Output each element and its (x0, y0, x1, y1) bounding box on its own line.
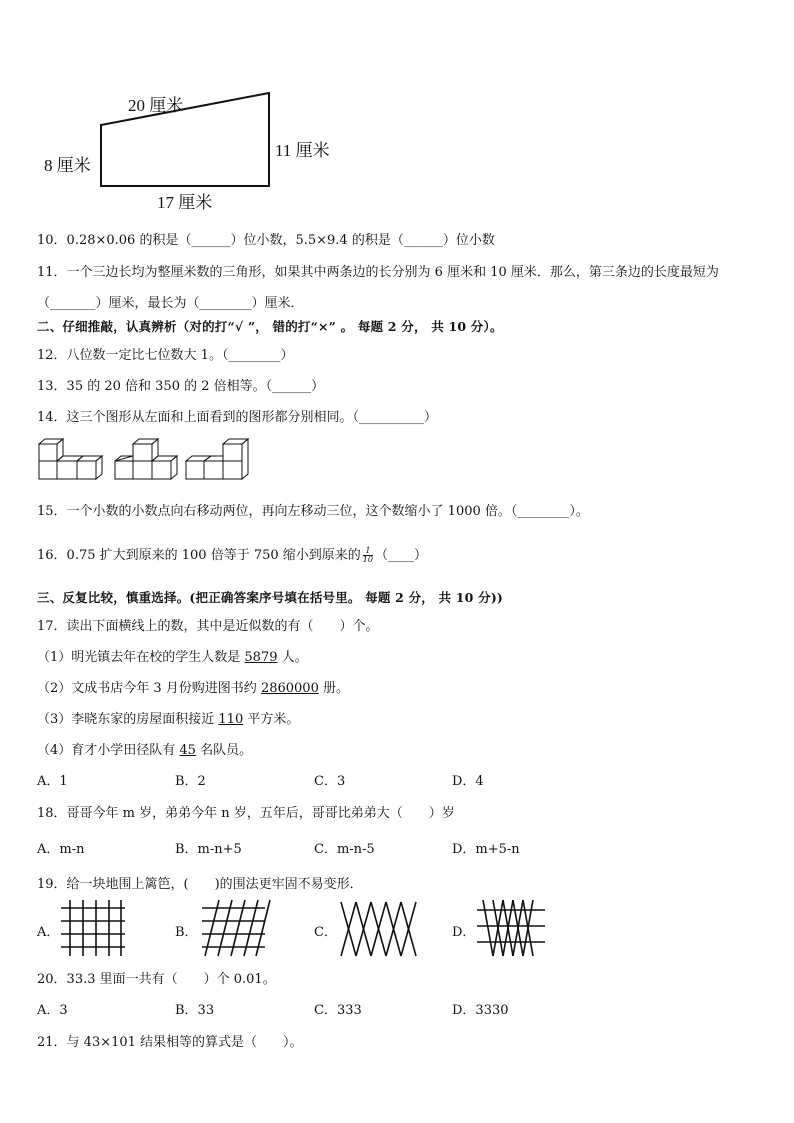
q18-option-d[interactable]: D．m+5-n (452, 842, 520, 857)
section-2-heading: 二、仔细推敲，认真辨析（对的打“√ ”， 错的打“×” 。 每题 2 分， 共 10 分）。 (37, 319, 503, 334)
item-text: 平方米。 (243, 712, 300, 727)
item-text: 册。 (318, 681, 349, 696)
underlined-number: 110 (218, 712, 244, 727)
item-text: 名队员。 (195, 743, 253, 758)
trapezoid-figure (0, 0, 794, 215)
question-17-item-1 (37, 646, 308, 665)
figure-left-label: 8 厘米 (44, 156, 91, 175)
q18-option-a[interactable]: A．m-n (37, 842, 85, 857)
question-19: 19．给一块地围上篱笆，( )的围法更牢固不易变形． (37, 877, 363, 892)
q19-option-d[interactable]: D． (452, 925, 476, 940)
question-11-line1: 11．一个三边长均为整厘米数的三角形，如果其中两条边的长分别为 6 厘米和 10 厘米．那么，第三条边的长度最短为 (37, 265, 719, 280)
fraction-numerator: 1 (363, 547, 373, 556)
underlined-number: 45 (179, 743, 196, 758)
question-13: 13．35 的 20 倍和 350 的 2 倍相等。（______） (37, 379, 325, 394)
question-17: 17．读出下面横线上的数，其中是近似数的有（ ）个。 (37, 619, 379, 634)
question-10: 10．0.28×0.06 的积是（______）位小数，5.5×9.4 的积是（______）位小数 (37, 233, 495, 248)
item-text: （1）明光镇去年在校的学生人数是 (37, 650, 245, 665)
question-12: 12．八位数一定比七位数大 1。（________） (37, 348, 294, 363)
item-text: （2）文成书店今年 3 月份购进图书约 (37, 681, 261, 696)
q17-option-d[interactable]: D．4 (452, 774, 484, 789)
q20-option-a[interactable]: A．3 (37, 1003, 68, 1018)
q20-option-d[interactable]: D．3330 (452, 1003, 509, 1018)
question-15: 15．一个小数的小数点向右移动两位，再向左移动三位，这个数缩小了 1000 倍。（________）。 (37, 504, 589, 519)
fence-square-grid (61, 900, 125, 956)
underlined-number: 2860000 (260, 681, 319, 696)
question-20: 20．33.3 里面一共有（ ）个 0.01。 (37, 972, 276, 987)
cube-figure-2 (115, 439, 177, 479)
q20-option-c[interactable]: C．333 (314, 1003, 362, 1018)
cube-figure-3 (186, 439, 248, 479)
question-17-item-3 (37, 708, 299, 727)
fraction-one-tenth (363, 547, 373, 564)
q19-option-a[interactable]: A． (37, 925, 60, 940)
question-16-blank: （____） (374, 548, 427, 563)
fence-cross-pattern (341, 902, 416, 956)
item-text: 人。 (277, 650, 308, 665)
fraction-denominator: 10 (362, 555, 373, 564)
cube-figure-1 (39, 439, 102, 479)
q17-option-c[interactable]: C．3 (314, 774, 346, 789)
question-21: 21．与 43×101 结果相等的算式是（ ）。 (37, 1035, 303, 1050)
fence-parallelogram-grid (202, 900, 270, 956)
question-16-text: 16．0.75 扩大到原来的 100 倍等于 750 缩小到原来的 (37, 548, 361, 563)
q17-option-a[interactable]: A．1 (37, 774, 68, 789)
question-17-item-4 (37, 739, 252, 758)
question-18: 18．哥哥今年 m 岁，弟弟今年 n 岁，五年后，哥哥比弟弟大（ ）岁 (37, 806, 455, 821)
item-text: （4）育才小学田径队有 (37, 743, 180, 758)
question-11-line2: （_______）厘米，最长为（________）厘米． (37, 296, 304, 311)
fence-figures (0, 896, 794, 960)
q17-option-b[interactable]: B．2 (175, 774, 206, 789)
item-text: （3）李晓东家的房屋面积接近 (37, 712, 219, 727)
section-3-heading: 三、反复比较，慎重选择。(把正确答案序号填在括号里。 每题 2 分， 共 10 分)) (37, 590, 504, 605)
q20-option-b[interactable]: B．33 (175, 1003, 215, 1018)
underlined-number: 5879 (244, 650, 278, 665)
fence-triangle-pattern (477, 900, 545, 956)
question-16 (37, 544, 427, 564)
figure-top-label: 20 厘米 (128, 96, 184, 115)
question-17-item-2 (37, 677, 349, 696)
q18-option-b[interactable]: B．m-n+5 (175, 842, 242, 857)
figure-bottom-label: 17 厘米 (157, 193, 213, 212)
q18-option-c[interactable]: C．m-n-5 (314, 842, 375, 857)
trapezoid-shape (101, 93, 269, 186)
q19-option-b[interactable]: B． (175, 925, 198, 940)
figure-right-label: 11 厘米 (275, 141, 330, 160)
q19-option-c[interactable]: C． (314, 925, 337, 940)
cube-figures (36, 436, 256, 486)
question-14: 14．这三个图形从左面和上面看到的图形都分别相同。（__________） (37, 410, 438, 425)
